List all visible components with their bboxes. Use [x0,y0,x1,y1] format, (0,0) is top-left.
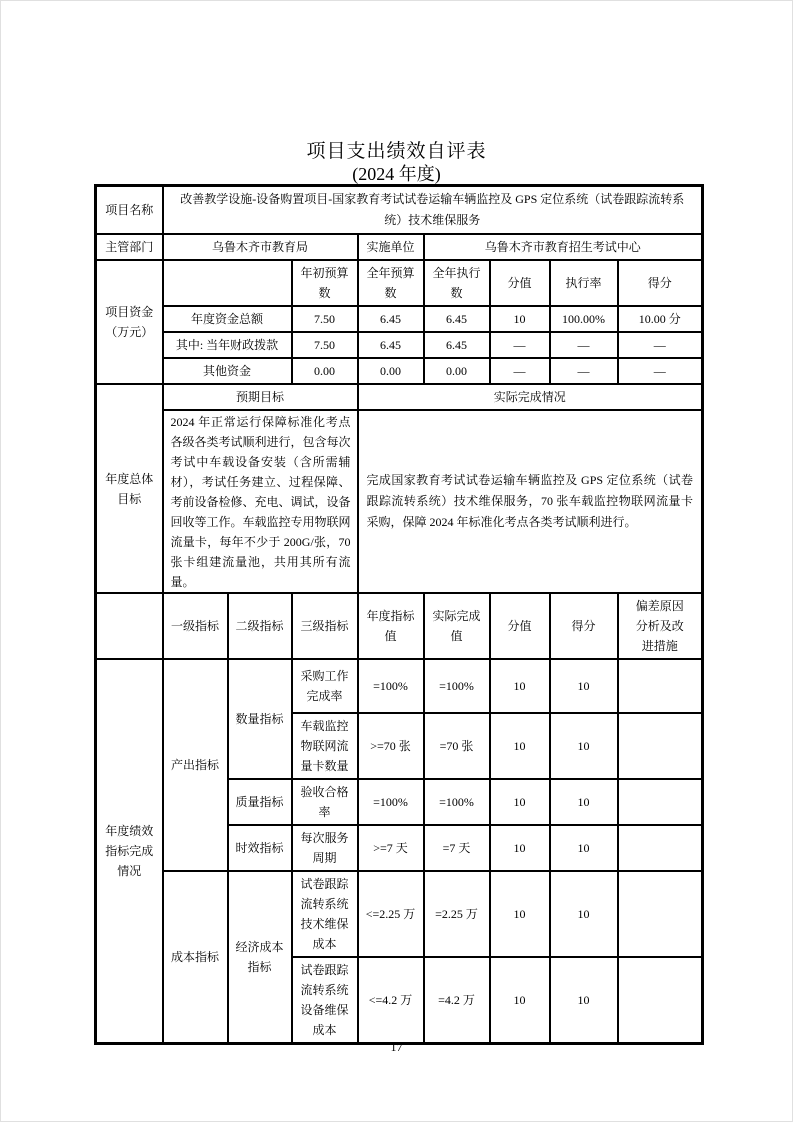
indicator-score: 10 [550,779,618,825]
funds-col-header-annual-executed: 全年执行数 [424,260,490,306]
indicator-l3: 试卷跟踪流转系统技术维保成本 [292,871,358,957]
indicator-l3: 验收合格率 [292,779,358,825]
indicator-l3: 试卷跟踪流转系统设备维保成本 [292,957,358,1044]
funds-cell: — [490,332,550,358]
funds-cell: 6.45 [358,332,424,358]
funds-cell: 0.00 [292,358,358,384]
indicator-actual: =70 张 [424,713,490,779]
funds-header-row [96,260,703,306]
header-target-value: 年度指标值 [358,593,424,659]
header-level2: 二级指标 [228,593,292,659]
funds-cell: — [550,358,618,384]
funds-col-header-score-value: 分值 [490,260,550,306]
funds-blank-cell [163,260,292,306]
funds-cell: 7.50 [292,306,358,332]
group-output: 产出指标 [163,659,228,871]
group-time: 时效指标 [228,825,292,871]
indicator-score: 10 [550,957,618,1044]
funds-row-name: 其中: 当年财政拨款 [163,332,292,358]
header-level1: 一级指标 [163,593,228,659]
indicator-deviation [618,713,703,779]
indicator-actual: =100% [424,659,490,713]
funds-cell: 6.45 [424,306,490,332]
indicators-label: 年度绩效指标完成情况 [96,659,163,1044]
funds-row-total [96,306,703,332]
indicator-actual: =4.2 万 [424,957,490,1044]
project-name-label: 项目名称 [96,186,163,235]
dept-value: 乌鲁木齐市教育局 [163,234,358,260]
indicator-deviation [618,779,703,825]
goal-content-row [96,410,703,593]
goal-actual-header: 实际完成情况 [358,384,703,410]
funds-cell: 6.45 [358,306,424,332]
indicators-blank-cell [96,593,163,659]
group-cost: 成本指标 [163,871,228,1044]
impl-label: 实施单位 [358,234,424,260]
dept-label: 主管部门 [96,234,163,260]
indicator-target: <=2.25 万 [358,871,424,957]
funds-cell: 10.00 分 [618,306,703,332]
indicator-score: 10 [550,659,618,713]
self-evaluation-table [94,184,704,1045]
indicator-actual: =2.25 万 [424,871,490,957]
funds-row-name: 其他资金 [163,358,292,384]
indicator-score-value: 10 [490,659,550,713]
indicator-score-value: 10 [490,825,550,871]
indicator-row-procurement [96,659,703,713]
funds-row-fiscal [96,332,703,358]
group-quality: 质量指标 [228,779,292,825]
header-level3: 三级指标 [292,593,358,659]
funds-cell: — [550,332,618,358]
funds-cell: — [618,332,703,358]
indicator-deviation [618,825,703,871]
indicator-score-value: 10 [490,713,550,779]
header-deviation: 偏差原因分析及改进措施 [618,593,703,659]
funds-col-header-initial-budget: 年初预算数 [292,260,358,306]
indicator-score: 10 [550,825,618,871]
funds-cell: 0.00 [358,358,424,384]
page-number: 17 [390,1040,403,1054]
goal-label: 年度总体目标 [96,384,163,593]
indicator-row-tech-maintenance-cost [96,871,703,957]
funds-col-header-annual-budget: 全年预算数 [358,260,424,306]
indicator-actual: =100% [424,779,490,825]
funds-cell: — [618,358,703,384]
header-score: 得分 [550,593,618,659]
group-quantity: 数量指标 [228,659,292,779]
indicator-target: =100% [358,659,424,713]
goal-expected-text: 2024 年正常运行保障标准化考点各级各类考试顺利进行，包含每次考试中车载设备安装（含所需辅材），考试任务建立、过程保障、考前设备检修、充电、调试，设备回收等工作。车载监控专用物联网流量卡，每年不少于 200G/张，70 张卡组建流量池，共用其所有流量。 [163,410,358,593]
indicator-actual: =7 天 [424,825,490,871]
page-title: 项目支出绩效自评表 [306,141,487,162]
funds-cell: — [490,358,550,384]
indicator-score-value: 10 [490,779,550,825]
group-economic: 经济成本指标 [228,871,292,1044]
indicator-score: 10 [550,871,618,957]
indicators-header-row [96,593,703,659]
funds-cell: 7.50 [292,332,358,358]
indicator-deviation [618,871,703,957]
funds-cell: 10 [490,306,550,332]
indicator-target: >=7 天 [358,825,424,871]
indicator-score-value: 10 [490,957,550,1044]
funds-cell: 6.45 [424,332,490,358]
indicator-deviation [618,659,703,713]
indicator-deviation [618,957,703,1044]
project-name-row [96,186,703,235]
funds-row-other [96,358,703,384]
indicator-target: <=4.2 万 [358,957,424,1044]
funds-row-name: 年度资金总额 [163,306,292,332]
indicator-l3: 车载监控物联网流量卡数量 [292,713,358,779]
indicator-target: >=70 张 [358,713,424,779]
indicator-target: =100% [358,779,424,825]
goal-actual-text: 完成国家教育考试试卷运输车辆监控及 GPS 定位系统（试卷跟踪流转系统）技术维保服务，70 张车载监控物联网流量卡采购，保障 2024 年标准化考点各类考试顺利进行。 [358,410,703,593]
project-name-value: 改善教学设施-设备购置项目-国家教育考试试卷运输车辆监控及 GPS 定位系统（试卷跟踪流转系统）技术维保服务 [163,186,703,235]
impl-value: 乌鲁木齐市教育招生考试中心 [424,234,703,260]
funds-label: 项目资金（万元） [96,260,163,384]
indicator-score: 10 [550,713,618,779]
department-row [96,234,703,260]
funds-cell: 0.00 [424,358,490,384]
page-subtitle: (2024 年度) [352,164,441,184]
goal-header-row [96,384,703,410]
funds-cell: 100.00% [550,306,618,332]
header-actual-value: 实际完成值 [424,593,490,659]
indicator-score-value: 10 [490,871,550,957]
funds-col-header-execution-rate: 执行率 [550,260,618,306]
header-score-value: 分值 [490,593,550,659]
goal-expected-header: 预期目标 [163,384,358,410]
indicator-l3: 采购工作完成率 [292,659,358,713]
funds-col-header-score: 得分 [618,260,703,306]
indicator-l3: 每次服务周期 [292,825,358,871]
